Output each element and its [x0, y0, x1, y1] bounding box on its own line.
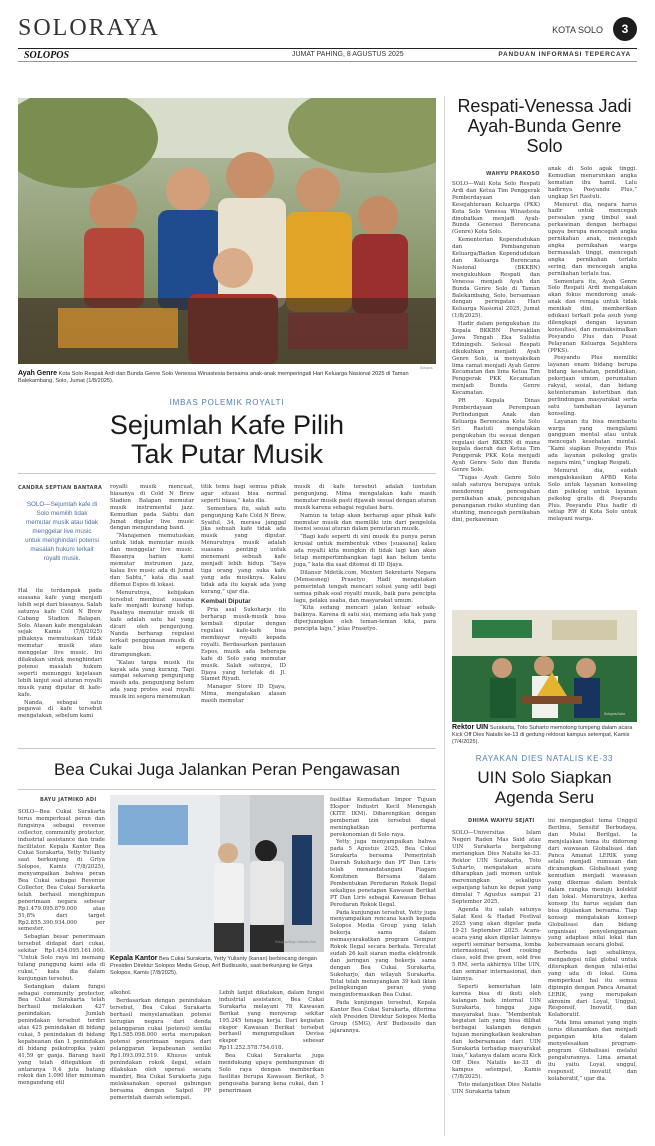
ayah-genre-photo-image	[18, 98, 436, 364]
paragraph: Sebagian besar penerimaan tersebut didapat dari cukai, sekitar Rp1.454.095.161.000. “Untuk Solo raya ini memang tulang punggung kami ada di cukai,” kata dia dalam kunjungan tersebut.	[18, 934, 105, 982]
uin-col-1	[452, 830, 541, 1096]
paragraph: “Kalau tanpa musik itu kayak ada yang kurang. Tapi sampai sekarang pengunjung masih ada, pengunjung belum ada yang protes soal royalti musik ini segera menemukan	[110, 659, 194, 701]
rektor-photo-image	[452, 610, 637, 722]
paragraph: Posyandu Plus memiliki layanan enam bidang berupa bidang kesehatan, pendidikan, pekerjaan umum, perumahan rakyat, sosial, dan bidang ketenteraman ketertiban dan perlindungan masyarakat serta satu tambahan layanan konseling.	[548, 355, 637, 417]
paragraph: SOLO—Universitas Islam Negeri Raden Mas Said atau UIN Surakarta bergabung meriangkan Dies Natalis ke-33. Rektor UIN Surakarta, Toto Suharto, mengatakan acara diharapkan jadi momen untuk merenungkan sekaligus sepanjang tahun ke depan yang dimulai 7 Agustus sampai 21 September 2025.	[452, 830, 541, 906]
paragraph: Menurut dia, sudah mengalokasikan APBD Kota Solo untuk layanan konseling dan psikolog untuk layanan psikolog gratis di Posyandu Plus. Posyandu Plus hadir di setiap RW di Kota Solo untuk melayani warga.	[548, 467, 637, 523]
paragraph: “Manajemen memutuskan untuk tidak memutar musik dan menggelar live music. Biasanya harian kami memutar instrumen jazz, kalau live music ada di Jumat dan Sabtu,” kata dia saat ditemui Espos di lokasi.	[110, 533, 194, 588]
paragraph: SOLO—Bea Cukai Surakarta terus memperkuat peran dan fungsinya sebagai revenue collector, community protector, industrial assistance dan trade facilitator. Kepala Kantor Bea Cukai Surakarta, Yetty Yulianty saat berkunjung di Griya Solopos, Kamis (7/8/2025), menyampaikan bahwa peran Bea Cukai sebagai Revenue Collector, Bea Cukai Surakarta telah berhasil menghimpun penerimaan negara sebesar Rp1.479.095.879.000 atau 51,8% dari target Rp2.855.390.934.000 per semester.	[18, 809, 105, 933]
paragraph: Menurut dia, negara harus hadir untuk mencegah persoalan yang timbul saat perkawinan dengan berbagai upaya berupa mencegah angka pernikahan anak, mencegah angka pernikahan warga bermasalah tinggi, mencegah angka pernikahan terlalu sering, dan mencegah angka pernikahan terlalu tua.	[548, 201, 637, 277]
ayah-genre-caption	[18, 370, 436, 385]
respati-col-1	[452, 181, 540, 524]
ayah-genre-photo	[18, 98, 436, 364]
masthead-bar	[18, 48, 637, 62]
paragraph: fasilitas Kemudahan Impor Tujuan Ekspor Industri Kecil Menengah (KITE IKM). Dibarengikan dengan pemberian izin tersebut dapat meningkatkan performa perekonomian di Solo raya.	[330, 797, 436, 838]
paragraph: Sementara itu, salah satu pengunjung Kafe Cold N Brew, Syaiful, 34, merasa janggal jika sebuah kafe tidak ada musik yang diputar. Menurutnya musik adalah suasana penting untuk menemani sebuah kafe menjadi lebih hidup. “Saya tiga orang yang suka kafe yang ada musiknya. Kalau tidak ada itu kayak ada yang kurang,” ujar dia.	[201, 505, 286, 595]
paragraph: Menurutnya, kebijakan tersebut membuat suasana kafe menjadi kurang hidup. Pasalnya memutar musik di kafe adalah satu hal yang dicari oleh pengunjung. Nanda berharap regulasi terkait penggunaan musik di kafe bisa segera dirampungkan.	[110, 589, 194, 658]
paragraph: Kementerian Kependudukan dan Pembangunan Keluarga/Badan Kependudukan dan Keluarga Berencana Nasional (BKKBN) mengukuhkan Respati dan Venessa menjadi Ayah dan Bunda Genre Solo di Taman Balekambang, Solo, bersamaan dengan peringatan Hari Keluarga Nasional 2025, Jumat (1/8/2025).	[452, 237, 540, 320]
paragraph: ini mengangkat tema Unggul Berilmu, Sensitif Berbudaya, dan Mulai Berilgat. Ia menjelaskan tema itu didorong dari wawasan Globalisasi dan Panca Amanat LERIK yang selalu menjadi rumusan dan dicanangkan. Globalisasi yang kemudian menjadi wawasan yang dikemas dalam bentuk dalam rangka menuju kolektif dan lokal. Menurutnya, kedua konsep itu harus sejalan dan bisa dijalankan bersama. Tiap konsep mengatakan konsep Globalisasi dan bidang organisasi penyelenggaraan yang adaptasi nilai lokal dan kebersamaan secara global.	[548, 818, 637, 949]
paragraph: Hal itu terdampak pada suasana kafe yang menjadi lebih sepi dari biasanya. Salah satunya kafe Cold N Brew Cabang Stadion Balapan, Solo. Atasan kafe mengatakan sejak Kamis (7/8/2025) pihaknya memutuskan tidak memutar musik atau menggelar live music. Ini dilakukan untuk menghindari potensi masalah hukum seperti menunggu kejelasan lebih lanjut soal aturan royalti musik yang diputar di kafe-kafe.	[18, 588, 102, 698]
kafe-headline	[18, 411, 436, 469]
bea-photo-credit: Solopos/Bayu Jatmiko Adi	[275, 940, 316, 944]
paragraph: alkohol.	[110, 990, 132, 996]
section-title: SOLORAYA	[18, 15, 160, 41]
paragraph: “Bagi kafe seperti di sini musik itu punya peran krusial untuk membentuk vibes [suasana] kalau ada royalti kita mungkin di tidak lagi kan akan tetap mempertimbangkan tapi kan belum tentu juga,” kata dia saat ditemui di ID Djaya.	[294, 534, 436, 568]
caption-lead: Rektor UIN	[452, 724, 489, 731]
kafe-byline: CANDRA SEPTIAN BANTARA	[18, 485, 103, 491]
bea-divider	[18, 789, 436, 790]
paragraph: Nanda, sebagai satu pegawai di kafe tersebut mengatakan, sebelum kami	[18, 699, 102, 720]
paragraph: Berbeda lagi sebaliknya, mengadopsi nilai global untuk diterapkan dengan nilai-nilai yang ada di lokal. Guna memperkuat hal itu semua dipimpin dengan Panca Amanat LERIK, yang merupakan akronim dari Loyal, Unggul, Responsif, Inovatif, dan Kolaboratif.	[548, 950, 637, 1019]
bea-top-divider	[18, 748, 436, 749]
respati-col-2	[548, 166, 637, 524]
paragraph: Manager Store ID Djaya, Mima, mengatakan alasan masih memutar	[201, 684, 286, 705]
paragraph: “Tugas Ayah Genre Solo salah satunya berupaya untuk mendorong pencegahan pernikahan anak, pencegahan penanganan risiko stunting dan stunting, mencegah pernikahan dini, perkawinan	[452, 475, 540, 523]
page-label: KOTA SOLO	[552, 25, 603, 35]
kafe-col-3	[201, 484, 286, 706]
paragraph: anak di Solo agak tinggi. Kemudian menurunkan angka kematian ibu hamil. Lalu hadirnya Posyandu Plus,” ungkap Sri Rastuti.	[548, 166, 637, 200]
paragraph: Hadir dalam pengukuhan itu Kepala BKKBN Perwakilan Jawa Tengah Eka Sulistia Ediningsih. Selesai Respati dikukuhkan menjadi Ayah Genre Solo, ia menyaksikan lima camat menjadi Ayah Genre Kecamatan dan lima Ketua Tim Penggerak PKK Kecamatan menjadi Bunda Genre Kecamatan.	[452, 321, 540, 397]
subhead-kembali-diputar: Kembali Diputar	[201, 597, 251, 605]
rektor-photo-credit: Solopos/Joko	[604, 712, 626, 716]
uin-kicker: RAYAKAN DIES NATALIS KE-33	[475, 754, 614, 763]
paragraph: Pada kunjungan tersebut, Yetty juga menyampaikan rencana kasih kepada Solopos Media Group yang telah bekerja sama dalam memasyarakatkan program Gempur Rokok Ilegal secara berkala. Tercatat sudah 26 kali siaran media elektronik dan jaringan yang bekerja sama dengan Bea Cukai Surakarta, Sukoharjo, dan wilayah Surakarta. Total telah menayangkan 39 kali iklan pelingkungan peran yang menginformasikan Bea Cukai.	[330, 909, 436, 999]
paper-tagline: PANDUAN INFORMASI TEPERCAYA	[498, 51, 631, 58]
kafe-divider	[18, 473, 436, 474]
paragraph: Sedangkan dalam fungsi sebagai community protector, Bea Cukai Surakarta telah berhasil melakukan 427 penindakan. Jumlah penindakan tersebut terdiri atas 425 penindakan di bidang cukai, 5 penindakan di bidang kepabeanan dan 1 penindakan di bidang psikotropika yakni 41,59 gr ganja. Barang hasil yang telah ditegahkan di antaranya 9,4 juta batang rokok dan 1.090 liter minuman mengandung etil	[18, 983, 105, 1087]
uin-col-2	[548, 818, 637, 1083]
paragraph: titik temu bagi semua pihak agar situasi bisa normal seperti biasa,” kata dia.	[201, 484, 286, 504]
bea-photo-image	[110, 795, 324, 952]
bea-col-1	[18, 809, 105, 1088]
caption-text: Bea Cukai Surakarta, Yetty Yulianty (kanan) berbincang dengan Presiden Direktur Solopos Media Group, Arif Budisusilo, saat berkunjung ke Griya Solopos, Kamis (7/8/2025).	[110, 956, 317, 976]
kafe-col-4	[294, 484, 436, 634]
uin-byline: DHIMA WAHYU SEJATI	[468, 818, 535, 824]
paragraph: musik di kafe tersebut adalah tuntutan pengunjung. Mima mengatakan kafe masih memutar musik pasti dijawab sesuai dengan aturan musik karena sebagai regulasi baru.	[294, 484, 436, 511]
page-number: 3	[613, 17, 637, 41]
paragraph: Layanan itu bisa membantu warga yang mengalami gangguan mental atau untuk mencegah kesehatan mental. “Kami siapkan Posyandu Plus ada layanan psikolog gratis negara mini,” ungkap Respati.	[548, 418, 637, 467]
paragraph: Sementara itu, Ayah Genre Solo Respati Ardi mengatakan akan fokus mendorong anak-anak dan remaja untuk tidak menikah dini, memberikan edukasi terkait pola asuh yang dilengkapi dengan layanan konsultasi, dan memaksimalkan Posyandu Plus dan Pusat Pelayanan Keluarga Sejahtera (PPKS).	[548, 278, 637, 354]
paragraph: Dilansir Mdetik.com, Menteri Sekretaris Negara (Mensesneg) Prasetyo Hadi mengatakan pemerintah tengah mencari solusi yang adil bagi semua pihak soal royalti musik, baik para pencipta lagu, pelaku usaha, dan masyarakat umum.	[294, 569, 436, 604]
bea-byline: BAYU JATMIKO ADI	[40, 797, 97, 803]
kafe-kicker: IMBAS POLEMIK ROYALTI	[169, 398, 285, 407]
kafe-col-1	[18, 588, 102, 721]
kafe-col-2	[110, 484, 194, 702]
kafe-headline-line-1: Sejumlah Kafe Pilih	[109, 410, 345, 440]
rektor-photo	[452, 610, 637, 722]
bea-col-2	[110, 990, 211, 1103]
paper-logo: SOLOPOS	[24, 50, 70, 61]
paragraph: Bea Cukai Surakarta juga mendukung upaya pembangunan di Solo raya dengan memberikan fasilitas berupa Kawasan Berikat, 5 pengusaha barang kena cukai, dan 1 penerimaan	[219, 1053, 324, 1094]
caption-text: Kota Solo Respati Ardi dan Bunda Genre Solo Venessa Winastesia bersama anak-anak memperingati Hari Keluarga Nasional 2025 di Taman Balekambang, Solo, Jumat (1/8/2025).	[18, 371, 409, 384]
paragraph: Pria asal Sukoharjo itu berharap musik-musik bisa kembali diputar dengan regulasi kafe-kafe bisa membayar royalti kepada royalti. Berdasarkan pantauan Espos, musik ada beberapa kafe di Solo yang memutar musik. Salah satunya, ID Djaya yang terletak di Jl. Slamet Riyadi.	[201, 607, 286, 683]
paragraph: Pada kunjungan tersebut, Kepala Kantor Bea Cukai Surakarta, diterima oleh Presiden Direktur Solopos Media Group (SMG), Arif Budisusilo dan jajarannya.	[330, 1000, 436, 1034]
uin-headline: UIN Solo Siapkan Agenda Seru	[477, 768, 612, 807]
paragraph: Agenda itu salah satunya Salat Kesi & Hadad Festival 2025 yang akan digelar pada 19-21 September 2025. Acara-acara yang akan digelar lainnya seperti seminar bersama, lomba internasional, food cooking class, sold free green, sold free 5 RM, serta akhirnya Ulbe UIN, dan seminar internasional, dan lainnya.	[452, 906, 541, 983]
bea-col-3	[219, 990, 324, 1096]
rektor-caption	[452, 724, 637, 746]
bea-col-4	[330, 797, 436, 1036]
paragraph: Seperti kemeriahan lain karena bisa di ikuti oleh kalangan baik internal UIN Surakarta, hingga juga masyarakat luas. “Membentuk kegiatan lain yang bisa dilihat berbagai kalangan dengan tujuan meningkatkan keakraban dan kebersamaan dari UIN Surakarta terhadap masyarakat luas,” katanya dalam acara Kick Off Dies Natalis ke-33 di kampus setempat, Kamis (7/8/2025).	[452, 983, 541, 1080]
paragraph: “Kita sedang mencari jalan keluar sebaik-baiknya. Karena di satu sisi, memang ada hak yang diperjuangkan oleh teman-teman kita, para pencipta lagu,” jelas Prasetyo.	[294, 605, 436, 633]
paragraph: Yetty juga menyampaikan bahwa pada 5 Agustus 2025, Bea Cukai Surakarta bersama Pemerintah Daerah Sukoharjo dan PT Dan Liris telah menandatangani Piagam Komitmen Bersama dalam Pembentukan Peredaran Rokok Ilegal sekaligus penetapan Kawasan Berikat PT Dan Liris sebagai Kawasan Bebas Peredaran Rokok Ilegal.	[330, 839, 436, 908]
masthead	[0, 0, 655, 40]
paragraph: PR Kepala Dinas Pemberdayaan Perempuan Perlindungan Anak dan Keluarga Berencana Kota Solo Sri Rastuti mengatakan pengukuhan itu sesuai dengan regulasi dari BKKBN di mana kepala daerah dan Ketua Tim Penggerak PKK Kota menjadi Ayah Genre Solo dan Bunda Genre Solo.	[452, 398, 540, 474]
ayah-genre-photo-credit: Solopos	[420, 366, 433, 370]
kafe-headline-line-2: Tak Putar Musik	[130, 439, 324, 469]
column-divider	[444, 96, 445, 1136]
paragraph: Lebih lanjut dikatakan, dalam fungsi industrial assistance, Bea Cukai Surakarta melayani 78 Kawasan Berikat yang menyerap sekitar 195.245 tenaga kerja. Dari kegiatan ekspor Kawasan Berikat tersebut berhasil mengumpulkan Devisa ekspor sebesar Rp11.252.578.754.018.	[219, 990, 324, 1052]
respati-byline: WAHYU PRAKOSO	[486, 171, 540, 177]
caption-lead: Ayah Genre	[18, 370, 58, 377]
paragraph: Berdasarkan dengan penindakan tersebut, Bea Cukai Surakarta berhasil menyelamatkan potensi kerugian negara dari denda pelanggaran cukai (potensi) senilai Rp1.585.098.000 serta merupakan potensi penerimaan negara dari pelanggaran kepabeanan senilai Rp1.093.092.519. Khusus untuk penindakan rokok ilegal, selain dilakukan oleh operasi secara mandiri, Bea Cukai Surakarta juga melaksanakan operasi gabungan bersama dengan Satpol PP pemerintah daerah setempat.	[110, 997, 211, 1101]
caption-lead: Kepala Kantor	[110, 955, 158, 962]
paragraph: “Ada lima amanat yang ingin terus ditanamkan dan menjadi pegangan kita dalam menyelesaikan program-program Globalisasi melalui pengaturannya. Lima amanat itu yaitu Loyal, unggul, responsif, inovatif, dan kolaboratif,” ujar dia.	[548, 1020, 637, 1082]
kafe-pullquote: SOLO—Sejumlah kafe di Solo memilih tidak memutar musik atau tidak menggelar live music untuk menghindari potensi masalah hukum terkait royalti musik.	[25, 501, 99, 562]
issue-date: JUMAT PAHING, 8 AGUSTUS 2025	[292, 51, 404, 58]
bea-caption	[110, 955, 324, 977]
paragraph: SOLO—Wali Kota Solo Respati Ardi dan Ketua Tim Penggerak Pemberdayaan dan Kesejahteraan Keluarga (PKK) Kota Solo Venessa Winastesia dinobatkan menjadi Ayah-Bunda Generasi Berencana (Genre) Kota Solo.	[452, 181, 540, 236]
bea-photo	[110, 795, 324, 952]
caption-text: Surakarta, Toto Suharto memotong tumpeng dalam acara Kick Off Dies Natalis ke-13 di gedung rektorat kampus setempat, Kamis (7/4/2025).	[452, 725, 633, 745]
paragraph: Namun ia tetap akan berharap agar pihak kafe memutar musik dan memiliki izin dari pengelola lisensi sesuai aturan dalam pemutaran musik.	[294, 512, 436, 533]
paragraph: Toto melanjutkan Dies Natalis UIN Surakarta tahun	[452, 1081, 541, 1095]
bea-headline: Bea Cukai Juga Jalankan Peran Pengawasan	[54, 760, 400, 779]
respati-headline: Respati-Venessa Jadi Ayah-Bunda Genre Solo	[457, 96, 632, 156]
paragraph: royalti musik mencuat, biasanya di Cold N Brew Stadion Balapan memutar musik instrumental jazz. Kemudian pada Sabtu dan Jumat digelar live music dengan mengundang band.	[110, 484, 194, 532]
